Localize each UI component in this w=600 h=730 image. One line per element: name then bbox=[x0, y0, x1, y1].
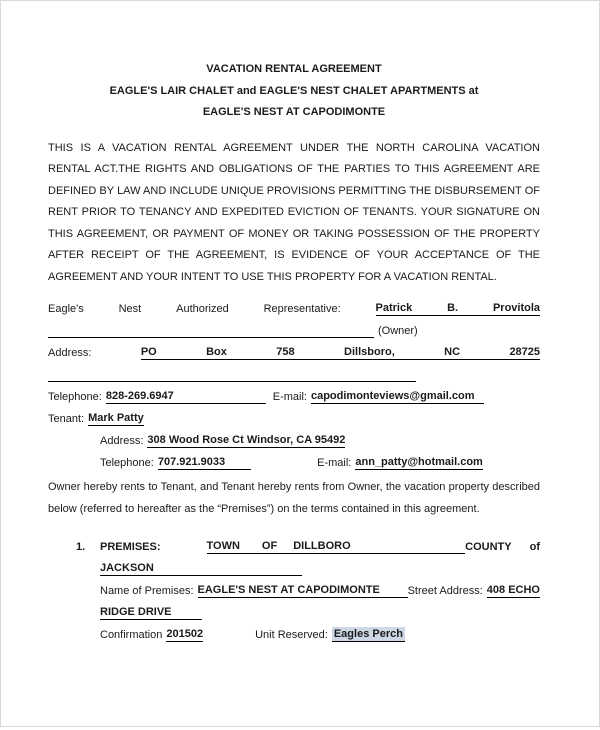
street-address-value-1: 408 ECHO bbox=[486, 584, 540, 596]
blank-underline bbox=[154, 575, 302, 576]
tenant-email-label: E-mail: bbox=[317, 457, 352, 469]
town-word-1: TOWN bbox=[206, 540, 240, 552]
blank-underline bbox=[351, 553, 466, 554]
tenant-contact-line bbox=[48, 448, 540, 470]
intro-paragraph: THIS IS A VACATION RENTAL AGREEMENT UNDER THE NORTH CAROLINA VACATION RENTAL ACT.THE RIGHTS AND OBLIGATIONS OF THE PARTIES TO THIS AGREEMENT ARE DEFINED BY LAW AND INCLUDE UNIQUE PROVISIONS PERMITTING THE DISBURSEMENT OF RENT PRIOR TO TENANCY AND EXPEDITED EVICTION OF TENANTS. YOUR SIGNATURE ON THIS AGREEMENT, OR PAYMENT OF MONEY OR TAKING POSSESSION OF THE PROPERTY AFTER RECEIPT OF THE AGREEMENT, IS EVIDENCE OF YOUR ACCEPTANCE OF THE AGREEMENT AND YOUR INTENT TO USE THIS PROPERTY FOR A VACATION RENTAL. bbox=[48, 141, 540, 283]
county-word: COUNTY bbox=[465, 541, 512, 553]
underline-gap bbox=[458, 315, 493, 316]
owner-address-word-5: NC bbox=[444, 346, 461, 358]
owner-email-value: capodimonteviews@gmail.com bbox=[310, 390, 475, 402]
tenant-email-value: ann_patty@hotmail.com bbox=[355, 456, 483, 468]
unit-reserved-value: Eagles Perch bbox=[333, 628, 403, 640]
street-address-label: Street Address: bbox=[407, 585, 483, 597]
confirmation-line bbox=[48, 620, 540, 642]
street-address-value-2: RIDGE DRIVE bbox=[100, 606, 172, 618]
rep-word-4: Representative: bbox=[263, 303, 341, 315]
blank-underline bbox=[48, 381, 416, 382]
premises-name-value: EAGLE'S NEST AT CAPODIMONTE bbox=[197, 584, 380, 596]
underline-gap bbox=[277, 553, 293, 554]
owner-name-middle: B. bbox=[447, 302, 459, 314]
owner-name-last: Provitola bbox=[492, 302, 541, 314]
unit-reserved-label: Unit Reserved: bbox=[255, 629, 328, 641]
document-title-line-2: EAGLE'S LAIR CHALET and EAGLE'S NEST CHALET APARTMENTS at bbox=[109, 84, 479, 97]
confirmation-value: 201502 bbox=[166, 628, 204, 640]
underline-gap bbox=[395, 359, 444, 360]
underline-gap bbox=[295, 359, 344, 360]
underline-gap bbox=[240, 553, 262, 554]
county-value-line bbox=[48, 554, 540, 576]
street-address-line-2 bbox=[48, 598, 540, 620]
rents-paragraph: Owner hereby rents to Tenant, and Tenant hereby rents from Owner, the vacation property described below (referred to hereafter as the “Premises”) on the terms contained in this agreement. bbox=[48, 481, 540, 515]
premises-section bbox=[48, 532, 540, 642]
owner-address-label: Address: bbox=[48, 347, 92, 359]
premises-name-label: Name of Premises: bbox=[100, 585, 194, 597]
owner-caption: (Owner) bbox=[378, 325, 418, 337]
town-word-2: OF bbox=[261, 540, 278, 552]
rep-word-3: Authorized bbox=[176, 303, 229, 315]
rep-word-1: Eagle's bbox=[48, 303, 84, 315]
owner-contact-line bbox=[48, 382, 540, 404]
tenant-phone-label: Telephone: bbox=[100, 457, 154, 469]
owner-address-word-2: Box bbox=[206, 346, 227, 358]
blank-underline bbox=[174, 403, 266, 404]
county-value: JACKSON bbox=[100, 562, 154, 574]
blank-underline bbox=[48, 337, 374, 338]
owner-address-line bbox=[48, 338, 540, 360]
blank-underline bbox=[172, 619, 202, 620]
owner-caption-line bbox=[48, 316, 540, 338]
premises-heading: PREMISES: bbox=[100, 541, 161, 553]
rep-word-2: Nest bbox=[118, 303, 142, 315]
tenant-line bbox=[48, 404, 540, 426]
tenant-phone-value: 707.921.9033 bbox=[157, 456, 226, 468]
document-content bbox=[48, 59, 540, 642]
tenant-address-value: 308 Wood Rose Ct Windsor, CA 95492 bbox=[147, 434, 346, 446]
of-word: of bbox=[529, 541, 540, 553]
premises-heading-line bbox=[48, 532, 540, 554]
underline-gap bbox=[412, 315, 447, 316]
owner-phone-label: Telephone: bbox=[48, 391, 102, 403]
owner-name-first: Patrick bbox=[375, 302, 413, 314]
owner-phone-value: 828-269.6947 bbox=[105, 390, 174, 402]
blank-underline-line bbox=[48, 360, 540, 382]
document-title-line-3: EAGLE'S NEST AT CAPODIMONTE bbox=[202, 106, 386, 118]
town-word-3: DILLBORO bbox=[293, 540, 351, 552]
premises-number: 1. bbox=[76, 541, 86, 553]
owner-address-word-4: Dillsboro, bbox=[344, 346, 395, 358]
underline-gap bbox=[157, 359, 206, 360]
owner-address-word-3: 758 bbox=[276, 346, 295, 358]
owner-email-label: E-mail: bbox=[272, 391, 307, 403]
tenant-name: Mark Patty bbox=[88, 412, 144, 424]
document-title-line-1: VACATION RENTAL AGREEMENT bbox=[206, 63, 382, 75]
confirmation-label: Confirmation bbox=[100, 629, 163, 641]
underline-gap bbox=[380, 597, 408, 598]
owner-representative-line bbox=[48, 294, 540, 316]
owner-address-word-6: 28725 bbox=[509, 346, 541, 358]
blank-underline bbox=[475, 403, 484, 404]
premises-name-line bbox=[48, 576, 540, 598]
tenant-label: Tenant: bbox=[48, 413, 85, 425]
tenant-address-line bbox=[48, 426, 540, 448]
underline-gap bbox=[227, 359, 276, 360]
owner-address-word-1: PO bbox=[140, 346, 157, 358]
blank-underline bbox=[225, 469, 251, 470]
tenant-address-label: Address: bbox=[100, 435, 144, 447]
underline-gap bbox=[460, 359, 509, 360]
